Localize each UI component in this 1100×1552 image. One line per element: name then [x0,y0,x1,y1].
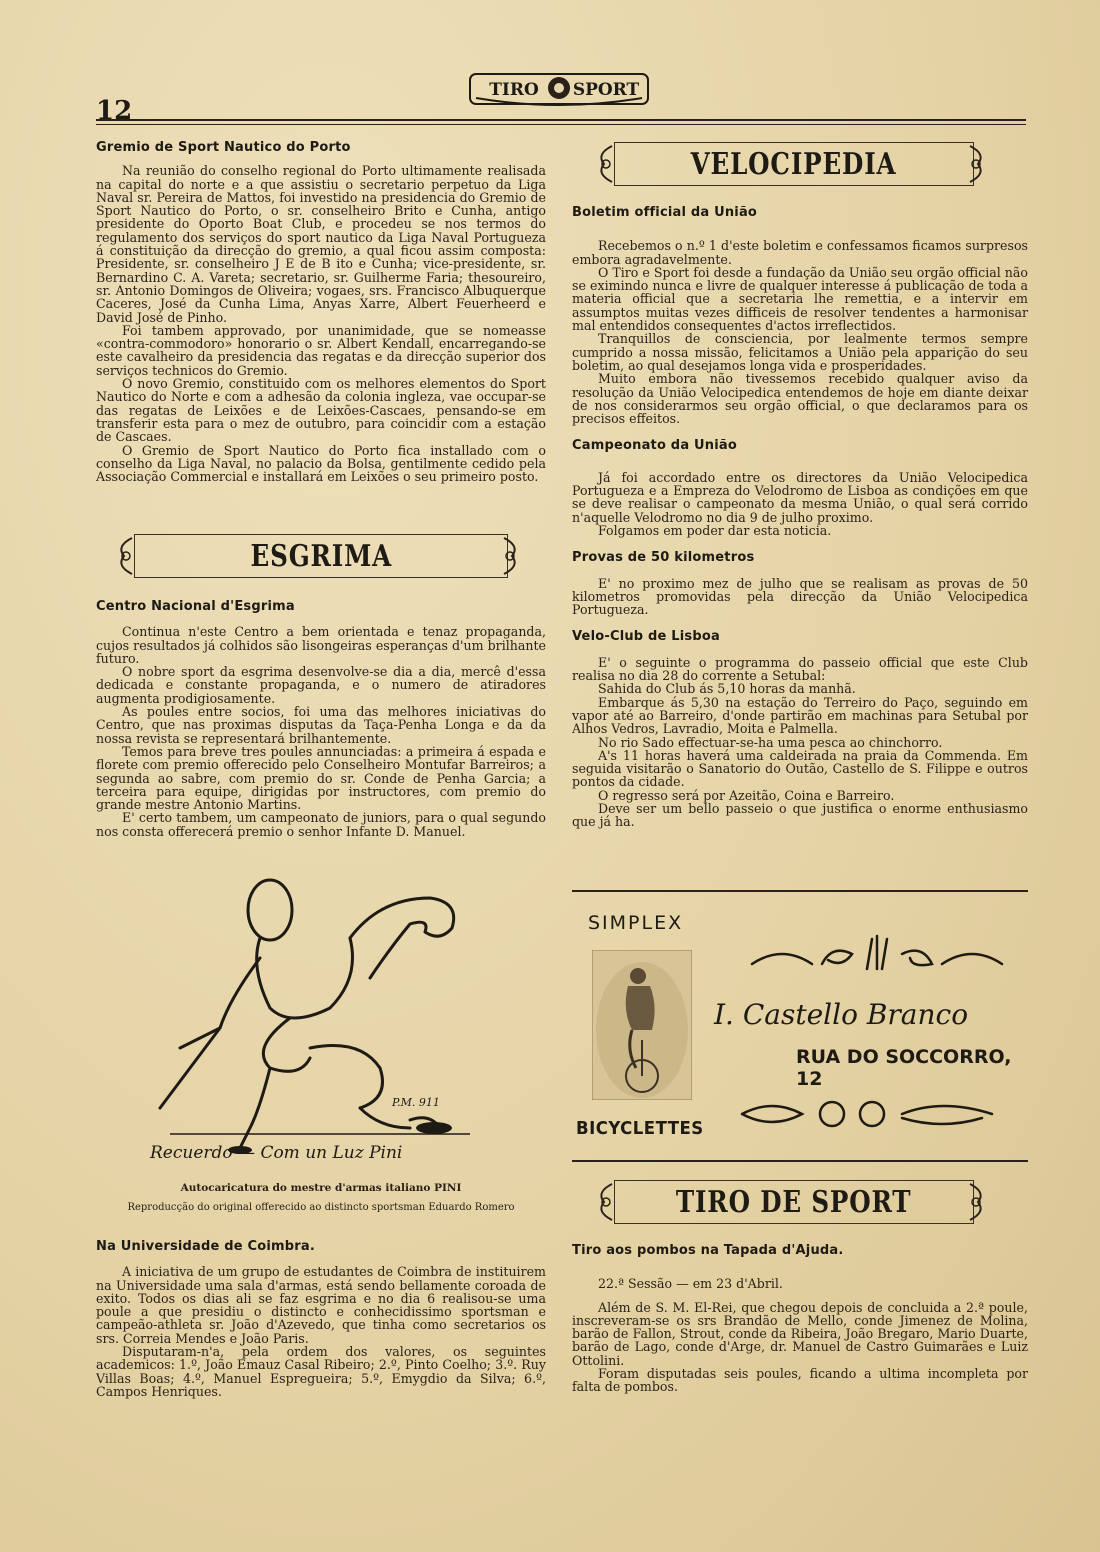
esgrima-paragraph: Continua n'este Centro a bem orientada e tenaz propaganda, cujos resultados já colhidos são lisongeiras esperanças d'um brilhante futuro. [96,624,546,666]
veloclub-paragraph: No rio Sado effectuar-se-ha uma pesca ao chinchorro. [598,734,943,750]
page-number: 12 [96,96,133,126]
tiro-heading: Tiro aos pombos na Tapada d'Ajuda. [572,1243,844,1258]
boletim-paragraph: Muito embora não tivessemos recebido qualquer aviso da resolução da União Velocipedica entendemos de hoje em diante deixar de nos considerarmos seu orgão official, o que declaramos para os precisos effeitos. [572,371,1028,427]
coimbra-heading: Na Universidade de Coimbra. [96,1239,316,1254]
veloclub-heading: Velo-Club de Lisboa [572,629,720,645]
gremio-paragraph: Foi tambem approvado, por unanimidade, que se nomeasse «contra-commodoro» honorario o sr. Albert Kendall, encarregando-se este cavalheiro da presidencia das regatas e da direcção superior dos serviços technicos do Gremio. [96,322,546,378]
flourish-ornament-icon [732,1094,1002,1134]
advert-brand: SIMPLEX [588,912,684,934]
gremio-article [96,141,546,483]
tiro-paragraph: Além de S. M. El-Rei, que chegou depois de concluida a 2.ª poule, inscreveram-se os srs Brandão de Mello, conde Jimenez de Molina, barão de Fallon, Strout, conde da Ribeira, João Bregaro, Mario Duarte, barão de Lago, conde d'Arge, dr. Manuel de Castro Guimarães e Luiz Ottolini. [572,1299,1028,1368]
coimbra-article [96,1240,546,1398]
velocipedia-article [572,206,1028,829]
veloclub-paragraph: Deve ser um bello passeio o que justifica o enorme enthusiasmo que já ha. [572,800,1028,830]
esgrima-paragraph: Temos para breve tres poules annunciadas: a primeira á espada e florete com premio offerecido pelo Conselheiro Montufar Barreiros; a segunda ao sabre, com premio do sr. Conde de Penha Garcia; a terceira para equipe, dirigidas por instructores, com premio do grande mestre Antonio Martins. [96,743,546,813]
velocipedia-section-bar [614,142,974,186]
cartoon-caption: Autocaricatura do mestre d'armas italiano PINI [180,1182,462,1194]
svg-text:TIRO: TIRO [489,80,539,100]
tiro-section-bar [614,1180,974,1224]
scroll-ornament-icon [112,534,138,578]
gremio-paragraph: Na reunião do conselho regional do Porto ultimamente realisada na capital do norte e a que assistiu o secretario perpetuo da Liga Naval sr. Pereira de Mattos, foi investido na presidencia do Gremio de Sport Nautico do Porto, o sr. conselheiro Brito e Cunha, antigo presidente do Oporto Boat Club, e procedeu se nos termos do regulamento dos serviços do sport nautico da Liga Naval Portugueza á constituição da direcção do gremio, a qual ficou assim composta: Presidente, sr. conselheiro J E de B ito e Cunha; vice-presidente, sr. Bernardino C. A. Vareta; secretario, sr. Guilherme Faria; thesoureiro, sr. Antonio Domingos de Oliveira; vogaes, srs. Francisco Albuquerque Caceres, José da Cunha Lima, Anyas Xarre, Albert Feuerheerd e David José de Pinho. [96,163,546,325]
fencer-caricature [140,858,520,1168]
campeonato-heading: Campeonato da União [572,438,737,454]
tiro-title: TIRO DE SPORT [676,1184,912,1220]
veloclub-paragraph: Embarque ás 5,30 na estação do Terreiro do Paço, seguindo em vapor até ao Barreiro, d'onde partirão em machinas para Setubal por Alhos Vedros, Lavradio, Moita e Palmella. [572,694,1028,737]
cyclist-photo [592,950,692,1100]
veloclub-paragraph: Sahida do Club ás 5,10 horas da manhã. [598,681,856,697]
header-rule [96,119,1026,125]
campeonato-paragraph: Folgamos em poder dar esta noticia. [598,522,832,538]
advert-product: BICYCLETTES [576,1118,704,1139]
veloclub-paragraph: E' o seguinte o programma do passeio official que este Club realisa no dia 28 do corrente a Setubal: [572,654,1028,684]
boletim-paragraph: Tranquillos de consciencia, por lealmente termos sempre cumprido a nossa missão, felicitamos a União pela apparição do seu boletim, ao qual desejamos longa vida e prosperidades. [572,331,1028,373]
tiro-session: 22.ª Sessão — em 23 d'Abril. [598,1276,783,1292]
scroll-ornament-icon [592,1180,618,1224]
svg-text:SPORT: SPORT [572,80,640,100]
caricature-dedication: Recuerdo — Com un Luz Pini [150,1143,403,1163]
tiro-paragraph: Foram disputadas seis poules, ficando a ultima incompleta por falta de pombos. [572,1366,1028,1395]
advert-name: I. Castello Branco [714,998,969,1031]
veloclub-paragraph: O regresso será por Azeitão, Coina e Barreiro. [598,787,895,803]
masthead-logo [466,68,652,110]
scroll-ornament-icon [964,1180,990,1224]
advert-address: RUA DO SOCCORRO, 12 [796,1046,1012,1090]
boletim-heading: Boletim official da União [572,205,758,220]
esgrima-paragraph: As poules entre socios, foi uma das melhores iniciativas do Centro, que nas proximas disputas da Taça-Penha Longa e da da nossa revista se representará brilhantemente. [96,704,546,746]
caricature-signature: P.M. 911 [392,1096,440,1109]
veloclub-paragraph: A's 11 horas haverá uma caldeirada na praia da Commenda. Em seguida visitarão o Sanatorio do Outão, Castello de S. Filippe e outros pontos da cidade. [572,747,1028,790]
flourish-ornament-icon [742,934,1012,974]
velocipedia-title: VELOCIPEDIA [691,146,897,182]
esgrima-heading: Centro Nacional d'Esgrima [96,599,295,614]
simplex-advert [572,894,1028,1154]
esgrima-section-bar [134,534,508,578]
gremio-paragraph: O Gremio de Sport Nautico do Porto fica installado com o conselho da Liga Naval, no palacio da Bolsa, gentilmente cedido pela Associação Commercial e installará em Leixões o seu primeiro posto. [96,442,546,485]
esgrima-paragraph: O nobre sport da esgrima desenvolve-se dia a dia, mercê d'essa dedicada e constante propaganda, e o numero de atiradores augmenta prodigiosamente. [96,664,546,706]
scroll-ornament-icon [592,142,618,186]
divider [572,1160,1028,1162]
tiro-article [572,1244,1028,1394]
esgrima-title: ESGRIMA [250,538,392,574]
provas-heading: Provas de 50 kilometros [572,550,755,566]
esgrima-article [96,600,546,838]
scroll-ornament-icon [498,534,524,578]
coimbra-paragraph: A iniciativa de um grupo de estudantes de Coimbra de instituirem na Universidade uma sala d'armas, está sendo bellamente coroada de exito. Todos os dias ali se faz esgrima e no dia 6 realisou-se uma poule a que presidiu o distincto e conhecidissimo sportsman e campeão-athleta sr. João d'Azevedo, que tinha como secretarios os srs. Correia Mendes e João Paris. [96,1264,546,1346]
scroll-ornament-icon [964,142,990,186]
divider [572,890,1028,892]
campeonato-paragraph: Já foi accordado entre os directores da União Velocipedica Portugueza e a Empreza do Velodromo de Lisboa as condições em que se deve realisar o campeonato da mesma União, o qual será corrido n'aquelle Velodromo no dia 9 de julho proximo. [572,469,1028,525]
gremio-heading: Gremio de Sport Nautico do Porto [96,140,351,155]
cartoon-credit: Reproducção do original offerecido ao distincto sportsman Eduardo Romero [127,1202,515,1213]
esgrima-paragraph: E' certo tambem, um campeonato de juniors, para o qual segundo nos consta offerecerá premio o senhor Infante D. Manuel. [96,810,546,839]
gremio-paragraph: O novo Gremio, constituido com os melhores elementos do Sport Nautico do Norte e com a adhesão da colonia ingleza, vae occupar-se das regatas de Leixões e de Leixões-Cascaes, pensando-se em transferir esta para o mez de outubro, para coincidir com a estação de Cascaes. [96,376,546,445]
boletim-paragraph: Recebemos o n.º 1 d'este boletim e confessamos ficamos surpresos embora agradavelmente. [572,238,1028,267]
provas-paragraph: E' no proximo mez de julho que se realisam as provas de 50 kilometros promovidas pela direcção da União Velocipedica Portugueza. [572,575,1028,618]
coimbra-paragraph: Disputaram-n'a, pela ordem dos valores, os seguintes academicos: 1.º, João Emauz Casal Ribeiro; 2.º, Pinto Coelho; 3.º. Ruy Villas Boas; 4.º, Manuel Espregueira; 5.º, Emygdio da Silva; 6.º, Campos Henriques. [96,1344,546,1399]
boletim-paragraph: O Tiro e Sport foi desde a fundação da União seu orgão official não se eximindo nunca e livre de qualquer interesse á publicação de toda a materia official que a secretaria lhe remettia, e a intervir em assumptos muitas vezes difficeis de resolver tendentes a harmonisar mal entendidos consequentes d'actos irreflectidos. [572,264,1028,334]
